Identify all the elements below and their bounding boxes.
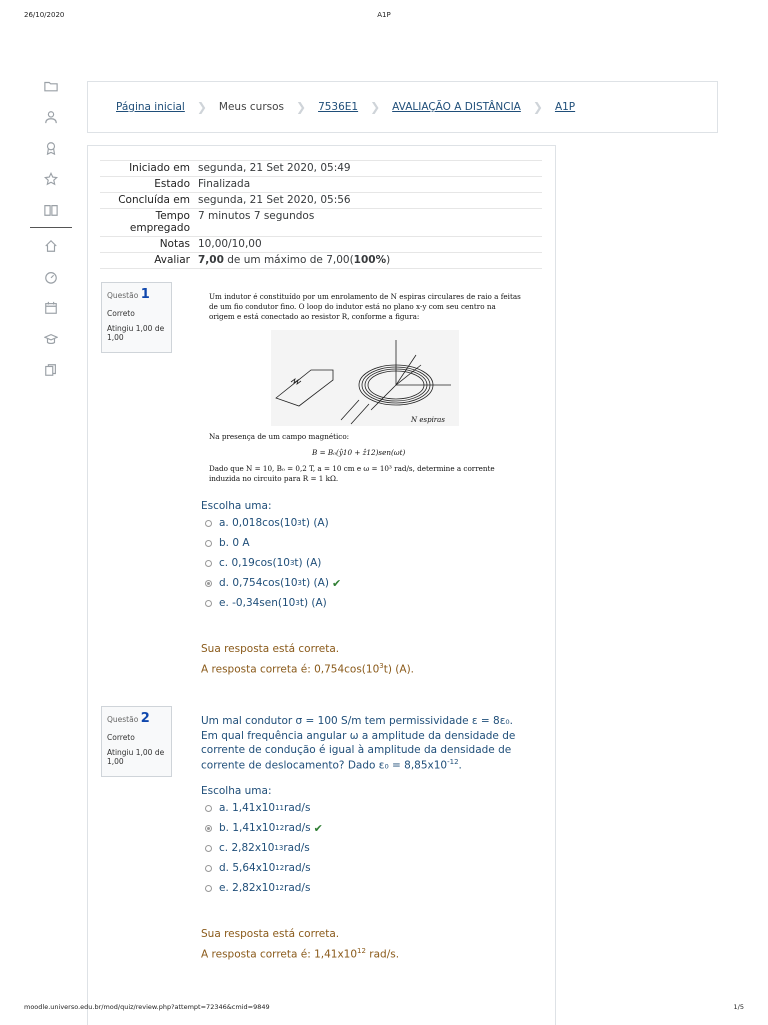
breadcrumb xyxy=(87,81,718,133)
radio-button[interactable] xyxy=(205,540,212,547)
graduation-cap-icon[interactable] xyxy=(30,323,72,354)
question-mark: Atingiu 1,00 de 1,00 xyxy=(107,747,165,767)
print-url: moodle.universo.edu.br/mod/quiz/review.php?attempt=72346&cmid=9849 xyxy=(24,1003,270,1011)
radio-button[interactable] xyxy=(205,865,212,872)
given-values: Dado que N = 10, B₀ = 0,2 T, a = 10 cm e ω = 10³ rad/s, determine a corrente induzida no circuito para R = 1 kΩ. xyxy=(209,464,495,484)
choose-one-label: Escolha uma: xyxy=(201,785,272,797)
book-icon[interactable] xyxy=(30,194,72,225)
rail-divider xyxy=(30,227,72,228)
radio-button[interactable] xyxy=(205,560,212,567)
badge-icon[interactable] xyxy=(30,132,72,163)
option-c[interactable]: c. 0,19cos(10 3 t) (A) xyxy=(205,553,341,573)
question-mark: Atingiu 1,00 de 1,00 xyxy=(107,323,165,343)
breadcrumb-separator: ❯ xyxy=(296,100,307,114)
breadcrumb-home[interactable]: Página inicial xyxy=(116,101,185,113)
check-icon: ✔ xyxy=(331,576,342,590)
breadcrumb-separator: ❯ xyxy=(196,100,207,114)
print-page-number: 1/5 xyxy=(733,1003,744,1011)
summary-row-state: Estado Finalizada xyxy=(100,176,542,192)
breadcrumb-course[interactable]: 7536E1 xyxy=(318,101,359,113)
home-icon[interactable] xyxy=(30,230,72,261)
question-2-feedback: Sua resposta está correta. xyxy=(201,928,340,940)
check-icon: ✔ xyxy=(313,821,323,835)
summary-row-grades: Notas 10,00/10,00 xyxy=(100,236,542,252)
print-title: A1P xyxy=(377,11,391,19)
choose-one-label: Escolha uma: xyxy=(201,500,272,512)
question-1-info: Questão 1 Correto Atingiu 1,00 de 1,00 xyxy=(101,282,172,353)
summary-row-grade: Avaliar 7,00 de um máximo de 7,00(100%) xyxy=(100,252,542,269)
question-number: 1 xyxy=(140,287,150,302)
calendar-icon[interactable] xyxy=(30,292,72,323)
option-a[interactable]: a. 1,41x10 11 rad/s xyxy=(205,798,323,818)
question-1-feedback: Sua resposta está correta. xyxy=(201,643,340,655)
radio-button-selected[interactable] xyxy=(205,580,212,587)
field-equation: B = B₀(ŷ10 + ẑ12)sen(ωt) xyxy=(312,448,406,457)
users-icon[interactable] xyxy=(30,101,72,132)
question-2-info: Questão 2 Correto Atingiu 1,00 de 1,00 xyxy=(101,706,172,777)
breadcrumb-section[interactable]: AVALIAÇÃO A DISTÂNCIA xyxy=(392,101,521,113)
summary-row-time: Tempo empregado 7 minutos 7 segundos xyxy=(100,208,542,236)
option-d[interactable]: d. 5,64x10 12 rad/s xyxy=(205,858,323,878)
option-b[interactable]: b. 0 A xyxy=(205,533,341,553)
question-2-text: Um mal condutor σ = 100 S/m tem permissividade ε = 8ε₀. Em qual frequência angular ω a amplitude da densidade de corrente de condução é igual à amplitude da densidade de corrente de deslocamento? Dado $\varepsilon_0 = 8,85x10^{-12}$. xyxy=(201,715,516,772)
breadcrumb-separator: ❯ xyxy=(370,100,381,114)
question-number: 2 xyxy=(140,711,150,726)
nav-rail xyxy=(30,70,72,385)
summary-row-started: Iniciado em segunda, 21 Set 2020, 05:49 xyxy=(100,160,542,176)
radio-button[interactable] xyxy=(205,885,212,892)
option-d[interactable]: d. 0,754cos(10 3 t) (A) ✔ xyxy=(205,573,341,593)
star-icon[interactable] xyxy=(30,163,72,194)
question-1-options xyxy=(205,513,341,613)
question-2-options xyxy=(205,798,323,898)
folder-icon[interactable] xyxy=(30,70,72,101)
dashboard-icon[interactable] xyxy=(30,261,72,292)
inductor-figure xyxy=(271,330,459,426)
radio-button[interactable] xyxy=(205,845,212,852)
question-2-right-answer: A resposta correta é: $1,41x10^{12}$ rad/s. xyxy=(201,947,400,961)
radio-button[interactable] xyxy=(205,805,212,812)
option-a[interactable]: a. 0,018cos(10 3 t) (A) xyxy=(205,513,341,533)
option-e[interactable]: e. -0,34sen(10 3 t) (A) xyxy=(205,593,341,613)
files-icon[interactable] xyxy=(30,354,72,385)
figure-label: N espiras xyxy=(411,416,445,424)
question-1-right-answer: A resposta correta é: $0,754\cos(10^3t)$ (A). xyxy=(201,662,415,676)
radio-button[interactable] xyxy=(205,520,212,527)
attempt-summary xyxy=(100,160,542,269)
question-state: Correto xyxy=(107,732,135,742)
question-state: Correto xyxy=(107,308,135,318)
print-date: 26/10/2020 xyxy=(24,11,65,19)
radio-button-selected[interactable] xyxy=(205,825,212,832)
summary-row-completed: Concluída em segunda, 21 Set 2020, 05:56 xyxy=(100,192,542,208)
option-b[interactable]: b. 1,41x10 12 rad/s ✔ xyxy=(205,818,323,838)
option-e[interactable]: e. 2,82x10 12 rad/s xyxy=(205,878,323,898)
field-intro: Na presença de um campo magnético: xyxy=(209,432,350,441)
option-c[interactable]: c. 2,82x10 13 rad/s xyxy=(205,838,323,858)
breadcrumb-separator: ❯ xyxy=(532,100,543,114)
question-1-intro: Um indutor é constituído por um enrolamento de N espiras circulares de raio a feitas de um fio condutor fino. O loop do indutor está no plano x-y com seu centro na origem e está conectado ao resistor R, conforme a figura: xyxy=(209,292,521,322)
radio-button[interactable] xyxy=(205,600,212,607)
breadcrumb-my-courses[interactable]: Meus cursos xyxy=(218,101,284,113)
breadcrumb-quiz[interactable]: A1P xyxy=(554,101,576,113)
